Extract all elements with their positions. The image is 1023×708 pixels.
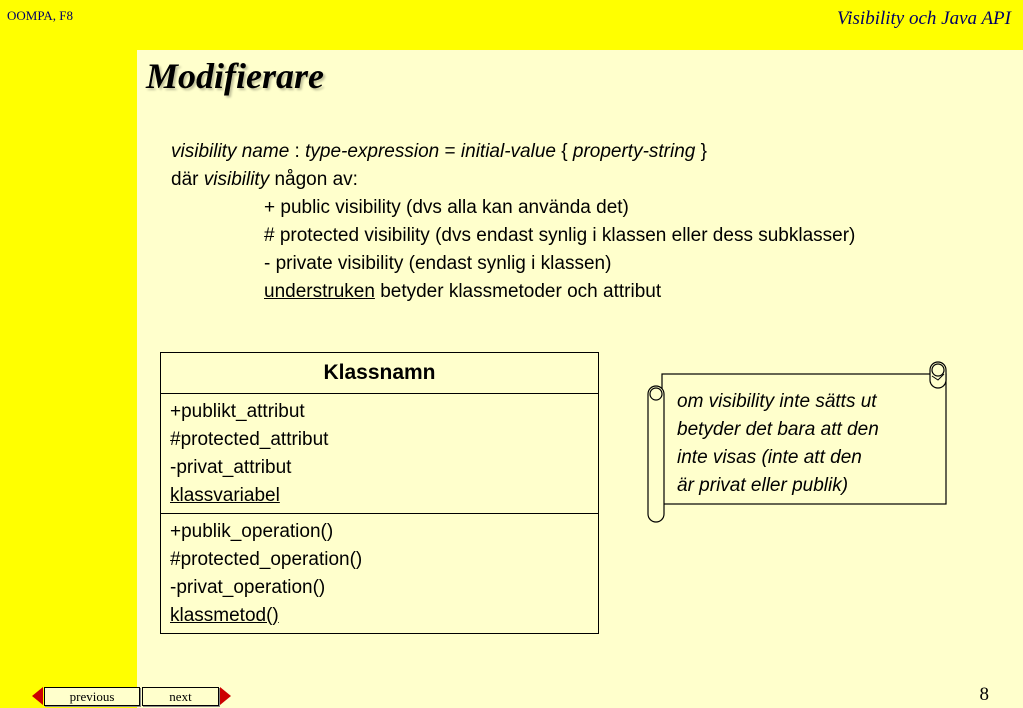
- slide-title: Modifierare: [146, 56, 324, 96]
- uml-operation: #protected_operation(): [170, 549, 363, 570]
- syntax-type: type-expression: [305, 141, 440, 162]
- uml-attribute: #protected_attribut: [170, 429, 329, 450]
- uml-attribute: -privat_attribut: [170, 457, 292, 478]
- visibility-item-private: - private visibility (endast synlig i klassen): [264, 253, 612, 274]
- syntax-line: [171, 138, 855, 166]
- dar-suffix: någon av:: [274, 169, 358, 190]
- visibility-item-protected: # protected visibility (dvs endast synlig i klassen eller dess subklasser): [264, 225, 856, 246]
- syntax-colon: :: [294, 141, 300, 162]
- syntax-block: [171, 138, 855, 306]
- uml-class-box: [160, 352, 599, 634]
- visibility-item-public: + public visibility (dvs alla kan använda det): [264, 197, 629, 218]
- underline-term: understruken: [264, 281, 375, 302]
- next-arrow-icon[interactable]: [220, 687, 231, 705]
- lecture-title: Visibility och Java API: [837, 8, 1011, 29]
- uml-operation: -privat_operation(): [170, 577, 326, 598]
- uml-operations: [161, 513, 598, 633]
- syntax-visibility: visibility: [171, 141, 237, 162]
- underline-explanation: [171, 278, 855, 306]
- slide-content: [137, 50, 1023, 708]
- dar-line: [171, 166, 855, 194]
- page-number: 8: [979, 684, 989, 705]
- course-label: OOMPA, F8: [7, 8, 73, 23]
- note-line: om visibility inte sätts ut: [677, 391, 877, 412]
- syntax-brace-open: {: [561, 141, 568, 162]
- note-line: inte visas (inte att den: [677, 447, 862, 468]
- syntax-brace-close: }: [700, 141, 708, 162]
- uml-attribute: +publikt_attribut: [170, 401, 305, 422]
- uml-static-operation: klassmetod(): [170, 605, 279, 626]
- scroll-note: [644, 360, 950, 528]
- underline-rest: betyder klassmetoder och attribut: [380, 281, 662, 302]
- syntax-equals: =: [444, 141, 456, 162]
- uml-class-name: Klassnamn: [161, 353, 598, 394]
- dar-prefix: där: [171, 169, 199, 190]
- note-line: betyder det bara att den: [677, 419, 879, 440]
- note-text: [677, 388, 947, 500]
- note-line: är privat eller publik): [677, 475, 849, 496]
- next-button[interactable]: next: [142, 687, 219, 706]
- dar-term: visibility: [203, 169, 270, 190]
- syntax-name: name: [241, 141, 290, 162]
- syntax-property: property-string: [572, 141, 696, 162]
- syntax-initial: initial-value: [460, 141, 556, 162]
- uml-operation: +publik_operation(): [170, 521, 334, 542]
- uml-attributes: [161, 394, 598, 513]
- uml-static-attribute: klassvariabel: [170, 485, 280, 506]
- previous-arrow-icon[interactable]: [32, 687, 43, 705]
- previous-button[interactable]: previous: [44, 687, 140, 706]
